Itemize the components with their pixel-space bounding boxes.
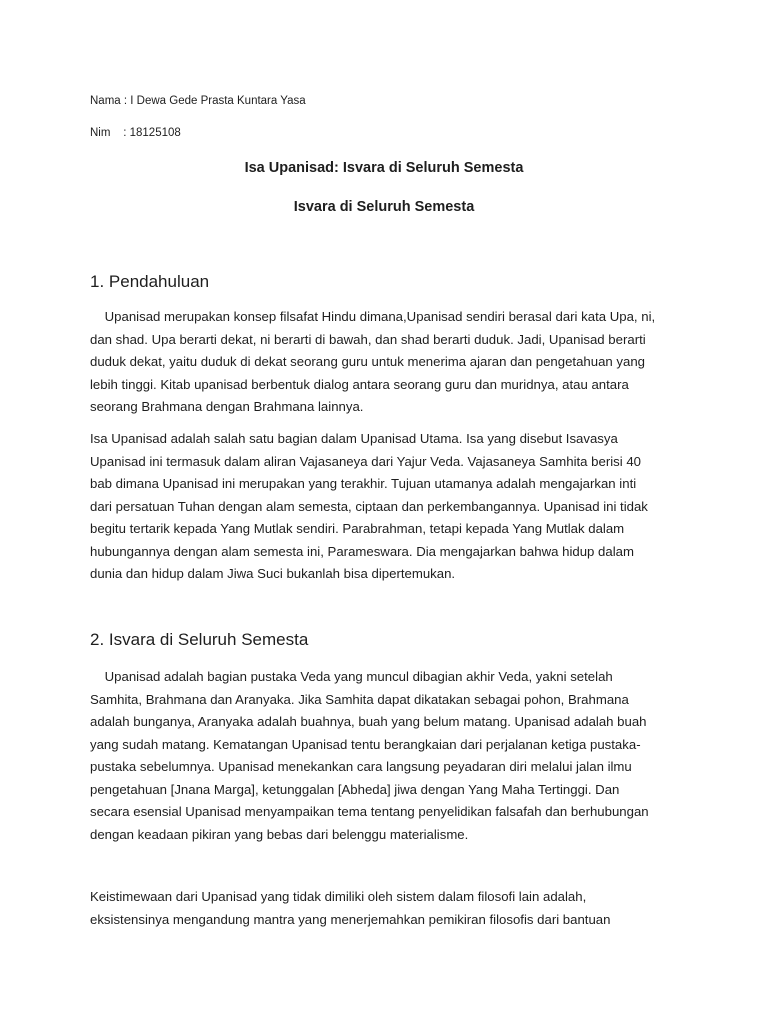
paragraph — [90, 306, 680, 419]
text-line: Upanisad adalah bagian pustaka Veda yang muncul dibagian akhir Veda, yakni setelah — [90, 669, 613, 684]
text-line: duduk dekat, yaitu duduk di dekat seorang guru untuk menerima ajaran dan pengetahuan yang — [90, 354, 646, 369]
paragraph — [90, 886, 680, 931]
text-line: seorang Brahmana dengan Brahmana lainnya. — [90, 399, 364, 414]
text-line: Keistimewaan dari Upanisad yang tidak dimiliki oleh sistem dalam filosofi lain adalah, — [90, 889, 587, 904]
text-line: dunia dan hidup dalam Jiwa Suci bukanlah bisa dipertemukan. — [90, 566, 456, 581]
text-line: bab dimana Upanisad ini merupakan yang terakhir. Tujuan utamanya adalah mengajarkan inti — [90, 476, 637, 491]
student-name: Nama : I Dewa Gede Prasta Kuntara Yasa — [90, 95, 306, 107]
text-line: yang sudah matang. Kematangan Upanisad tentu berangkaian dari perjalanan ketiga pustaka- — [90, 736, 641, 752]
text-line: Upanisad ini termasuk dalam aliran Vajasaneya dari Yajur Veda. Vajasaneya Samhita berisi 40 — [90, 453, 642, 469]
text-line: eksistensinya mengandung mantra yang menerjemahkan pemikiran filosofis dari bantuan — [90, 911, 611, 927]
text-line: Isa Upanisad adalah salah satu bagian dalam Upanisad Utama. Isa yang disebut Isavasya — [90, 431, 618, 446]
section-heading-isvara: 2. Isvara di Seluruh Semesta — [90, 630, 309, 649]
text-line: secara esensial Upanisad menyampaikan tema tentang penyelidikan falsafah dan berhubungan — [90, 804, 649, 819]
text-line: dan shad. Upa berarti dekat, ni berarti di bawah, dan shad berarti duduk. Jadi, Upanisad berarti — [90, 331, 646, 347]
text-line: lebih tinggi. Kitab upanisad berbentuk dialog antara seorang guru dan muridnya, atau antara — [90, 376, 629, 392]
text-line: adalah bunganya, Aranyaka adalah buahnya, buah yang belum matang. Upanisad adalah buah — [90, 714, 647, 729]
text-line: Samhita, Brahmana dan Aranyaka. Jika Samhita dapat dikatakan sebagai pohon, Brahmana — [90, 691, 629, 707]
document-title: Isa Upanisad: Isvara di Seluruh Semesta — [244, 160, 524, 176]
student-id: Nim : 18125108 — [90, 127, 181, 139]
paragraph — [90, 666, 680, 846]
paragraph — [90, 428, 680, 586]
text-line: Upanisad merupakan konsep filsafat Hindu dimana,Upanisad sendiri berasal dari kata Upa, ni, — [90, 309, 656, 324]
text-line: hubungannya dengan alam semesta ini, Parameswara. Dia mengajarkan bahwa hidup dalam — [90, 543, 634, 559]
text-line: begitu tertarik kepada Yang Mutlak sendiri. Parabrahman, tetapi kepada Yang Mutlak dalam — [90, 521, 625, 536]
text-line: dari persatuan Tuhan dengan alam semesta, ciptaan dan perkembangannya. Upanisad ini tidak — [90, 498, 648, 514]
document-subtitle: Isvara di Seluruh Semesta — [293, 199, 475, 215]
text-line: dengan keadaan pikiran yang bebas dari belenggu materialisme. — [90, 826, 469, 842]
section-heading-pendahuluan: 1. Pendahuluan — [90, 272, 210, 291]
text-line: pustaka sebelumnya. Upanisad menekankan cara langsung peyadaran diri melalui jalan ilmu — [90, 759, 632, 774]
text-line: pengetahuan [Jnana Marga], ketunggalan [Abheda] jiwa dengan Yang Maha Tertinggi. Dan — [90, 781, 620, 797]
